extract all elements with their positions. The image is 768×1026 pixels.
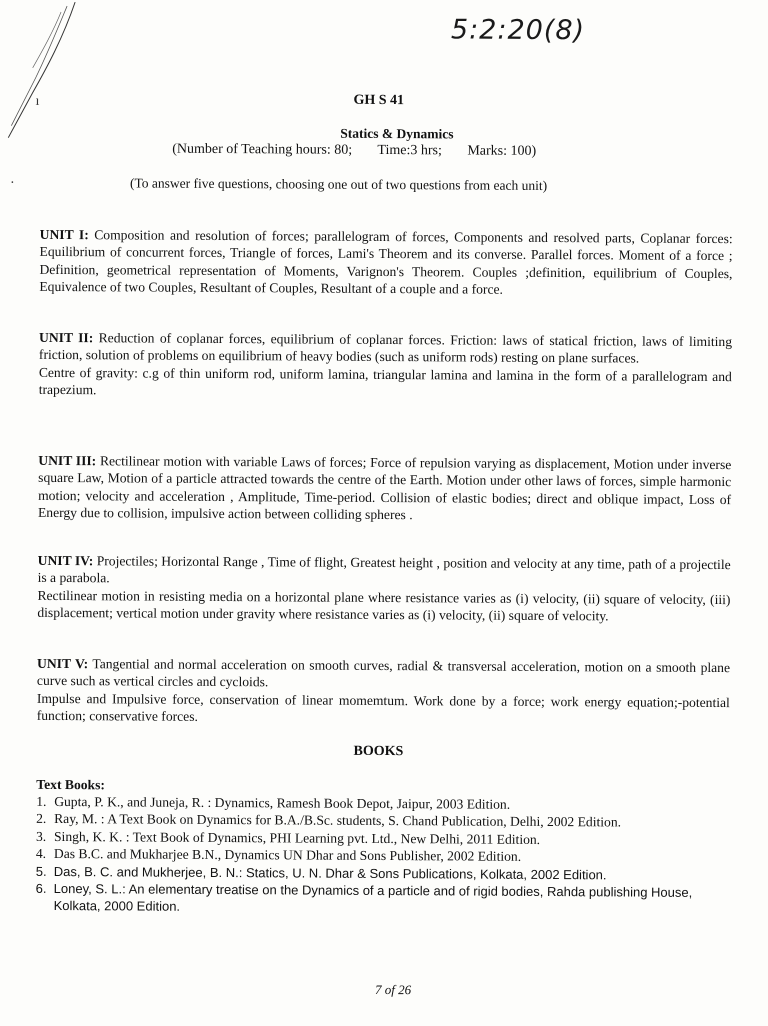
unit-heading: UNIT IV: xyxy=(37,552,94,569)
unit-heading: UNIT II: xyxy=(39,329,94,346)
book-citation: Gupta, P. K., and Juneja, R. : Dynamics, Ramesh Book Depot, Jaipur, 2003 Edition. xyxy=(54,793,511,812)
book-number: 1. xyxy=(36,793,47,809)
course-code: GH S 41 xyxy=(353,92,405,109)
unit-heading: UNIT III: xyxy=(38,452,97,469)
unit-text: Centre of gravity: c.g of thin uniform rod, uniform lamina, triangular lamina and lamina in the form of a parallelogram and trapezium. xyxy=(38,364,732,398)
page-number: 7 of 26 xyxy=(375,981,412,998)
exam-time: Time:3 hrs; xyxy=(377,142,442,159)
course-title: Statics & Dynamics xyxy=(340,125,454,142)
unit-text: Tangential and normal acceleration on smooth curves, radial & transversal acceleration, motion on a smooth plane curve such as vertical circles and cycloids. xyxy=(36,656,731,690)
unit-heading: UNIT V: xyxy=(37,655,89,672)
unit-text: Rectilinear motion with variable Laws of forces; Force of repulsion varying as displacement, Motion under inverse square Law, Motion of a particle attracted towards the centre of the Earth. Motion under other laws of forces, simple harmonic motion; velocity and acceleration , Amplitude, Time-period. Collision of elastic bodies; direct and oblique impact, Loss of Energy due to collision, impulsive action between colliding spheres . xyxy=(37,453,732,523)
exam-marks: Marks: 100) xyxy=(467,143,537,159)
unit-4 xyxy=(37,552,730,626)
exam-instructions: (To answer five questions, choosing one out of two questions from each unit) xyxy=(129,175,548,193)
unit-text: Projectiles; Horizontal Range , Time of flight, Greatest height , position and velocity at any time, path of a projectile is a parabola. xyxy=(37,553,731,586)
unit-2 xyxy=(39,329,732,403)
unit-3 xyxy=(38,452,731,526)
unit-text: Impulse and Impulsive force, conservation of linear momemtum. Work done by a force; work energy equation;-potential function; conservative forces. xyxy=(36,690,730,725)
book-citation: Singh, K. K. : Text Book of Dynamics, PHI Learning pvt. Ltd., New Delhi, 2011 Edition. xyxy=(53,828,541,847)
book-number: 3. xyxy=(35,828,47,844)
book-item xyxy=(36,880,736,919)
course-meta xyxy=(172,142,536,160)
text-books-heading: Text Books: xyxy=(36,776,105,793)
book-list xyxy=(36,793,737,919)
handwritten-note: 5:2:20(8) xyxy=(450,14,586,47)
books-heading: BOOKS xyxy=(353,743,404,760)
book-citation: Das B.C. and Mukharjee B.N., Dynamics UN Dhar and Sons Publisher, 2002 Edition. xyxy=(53,846,522,865)
unit-text: Composition and resolution of forces; parallelogram of forces, Components and resolved parts, Coplanar forces: Equilibrium of concurrent forces, Triangle of forces, Lami's Theorem and its converse. Parallel forces. Moment of a force ; Definition, geometrical representation of Moments, Varignon's Theorem. Couples ;definition, equilibrium of Couples, Equivalence of two Couples, Resultant of Couples, Resultant of a couple and a force. xyxy=(39,227,733,297)
book-citation: Ray, M. : A Text Book on Dynamics for B.A./B.Sc. students, S. Chand Publication, Delhi, 2002 Edition. xyxy=(54,811,622,830)
book-number: 2. xyxy=(36,811,47,827)
book-number: 4. xyxy=(35,846,47,862)
book-number: 6. xyxy=(35,880,47,896)
teaching-hours: (Number of Teaching hours: 80; xyxy=(172,141,353,158)
book-citation: Das, B. C. and Mukherjee, B. N.: Statics, U. N. Dhar & Sons Publications, Kolkata, 2002 Edition. xyxy=(53,863,607,882)
unit-heading: UNIT I: xyxy=(39,226,89,243)
unit-1 xyxy=(39,226,732,300)
speck: ı xyxy=(35,93,40,109)
book-citation: Loney, S. L.: An elementary treatise on the Dynamics of a particle and of rigid bodies, Rahda publishing House, Kolkata, 2000 Edition. xyxy=(53,881,693,915)
pen-scribble-mark xyxy=(2,0,93,198)
speck: · xyxy=(9,175,15,191)
unit-text: Reduction of coplanar forces, equilibrium of coplanar forces. Friction: laws of statical friction, laws of limiting friction, solution of problems on equilibrium of heavy bodies (such as uniform rods) resting on plane surfaces. xyxy=(38,330,733,366)
unit-text: Rectilinear motion in resisting media on a horizontal plane where resistance varies as (i) velocity, (ii) square of velocity, (iii) displacement; vertical motion under gravity where resistance varies as (i) velocity, (ii) square of velocity. xyxy=(37,587,731,624)
unit-5 xyxy=(37,655,730,729)
book-number: 5. xyxy=(35,863,47,879)
